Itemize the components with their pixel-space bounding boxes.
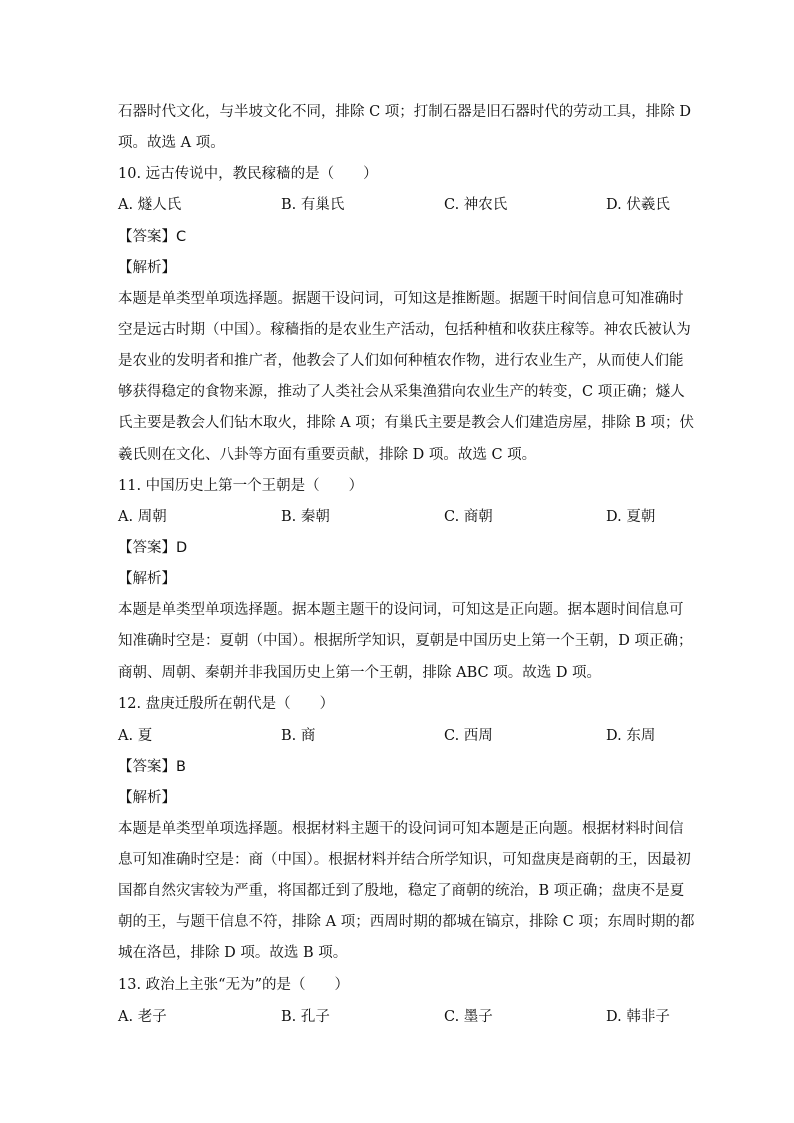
option-d: D. 夏朝 — [606, 509, 656, 525]
answer-label: 【答案】C — [118, 229, 187, 245]
option-b: B. 商 — [281, 728, 316, 744]
option-b: B. 有巢氏 — [281, 197, 345, 213]
option-a: A. 夏 — [118, 728, 153, 744]
option-d: D. 东周 — [606, 728, 656, 744]
intro-line: 项。故选 A 项。 — [118, 135, 225, 151]
analysis-heading: 【解析】 — [118, 571, 176, 587]
analysis-line: 羲氏则在文化、八卦等方面有重要贡献，排除 D 项。故选 C 项。 — [118, 447, 537, 463]
question-stem: 11. 中国历史上第一个王朝是（ ） — [118, 478, 364, 494]
analysis-line: 知准确时空是：夏朝（中国）。根据所学知识，夏朝是中国历史上第一个王朝，D 项正确； — [118, 633, 693, 649]
analysis-line: 本题是单类型单项选择题。据题干设问词，可知这是推断题。据题干时间信息可知准确时 — [118, 291, 684, 307]
analysis-line: 国都自然灾害较为严重，将国都迁到了殷地，稳定了商朝的统治，B 项正确；盘庚不是夏 — [118, 883, 685, 899]
option-c: C. 神农氏 — [444, 197, 508, 213]
option-b: B. 孔子 — [281, 1009, 330, 1025]
option-b: B. 秦朝 — [281, 509, 330, 525]
option-a: A. 老子 — [118, 1009, 167, 1025]
analysis-line: 朝的王，与题干信息不符，排除 A 项；西周时期的都城在镐京，排除 C 项；东周时期的都 — [118, 914, 695, 930]
option-c: C. 商朝 — [444, 509, 493, 525]
question-stem: 10. 远古传说中，教民稼穑的是（ ） — [118, 166, 378, 182]
analysis-line: 够获得稳定的食物来源，推动了人类社会从采集渔猎向农业生产的转变，C 项正确；燧人 — [118, 384, 685, 400]
analysis-heading: 【解析】 — [118, 260, 176, 276]
option-c: C. 西周 — [444, 728, 493, 744]
analysis-line: 本题是单类型单项选择题。据本题主题干的设问词，可知这是正向题。据本题时间信息可 — [118, 602, 684, 618]
question-stem: 12. 盘庚迁殷所在朝代是（ ） — [118, 696, 335, 712]
answer-label: 【答案】B — [118, 759, 186, 775]
analysis-line: 商朝、周朝、秦朝并非我国历史上第一个王朝，排除 ABC 项。故选 D 项。 — [118, 665, 602, 681]
answer-label: 【答案】D — [118, 540, 188, 556]
intro-line: 石器时代文化，与半坡文化不同，排除 C 项；打制石器是旧石器时代的劳动工具，排除 D — [118, 104, 692, 120]
option-c: C. 墨子 — [444, 1009, 493, 1025]
analysis-line: 氏主要是教会人们钻木取火，排除 A 项；有巢氏主要是教会人们建造房屋，排除 B 项；伏 — [118, 415, 695, 431]
analysis-line: 息可知准确时空是：商（中国）。根据材料并结合所学知识，可知盘庚是商朝的王，因最初 — [118, 852, 691, 868]
option-d: D. 韩非子 — [606, 1009, 670, 1025]
question-stem: 13. 政治上主张“无为”的是（ ） — [118, 977, 349, 993]
analysis-line: 是农业的发明者和推广者，他教会了人们如何种植农作物，进行农业生产，从而使人们能 — [118, 353, 684, 369]
option-a: A. 燧人氏 — [118, 197, 182, 213]
option-a: A. 周朝 — [118, 509, 167, 525]
option-d: D. 伏羲氏 — [606, 197, 670, 213]
analysis-heading: 【解析】 — [118, 790, 176, 806]
analysis-line: 城在洛邑，排除 D 项。故选 B 项。 — [118, 945, 348, 961]
analysis-line: 本题是单类型单项选择题。根据材料主题干的设问词可知本题是正向题。根据材料时间信 — [118, 821, 684, 837]
analysis-line: 空是远古时期（中国）。稼穑指的是农业生产活动，包括种植和收获庄稼等。神农氏被认为 — [118, 322, 691, 338]
